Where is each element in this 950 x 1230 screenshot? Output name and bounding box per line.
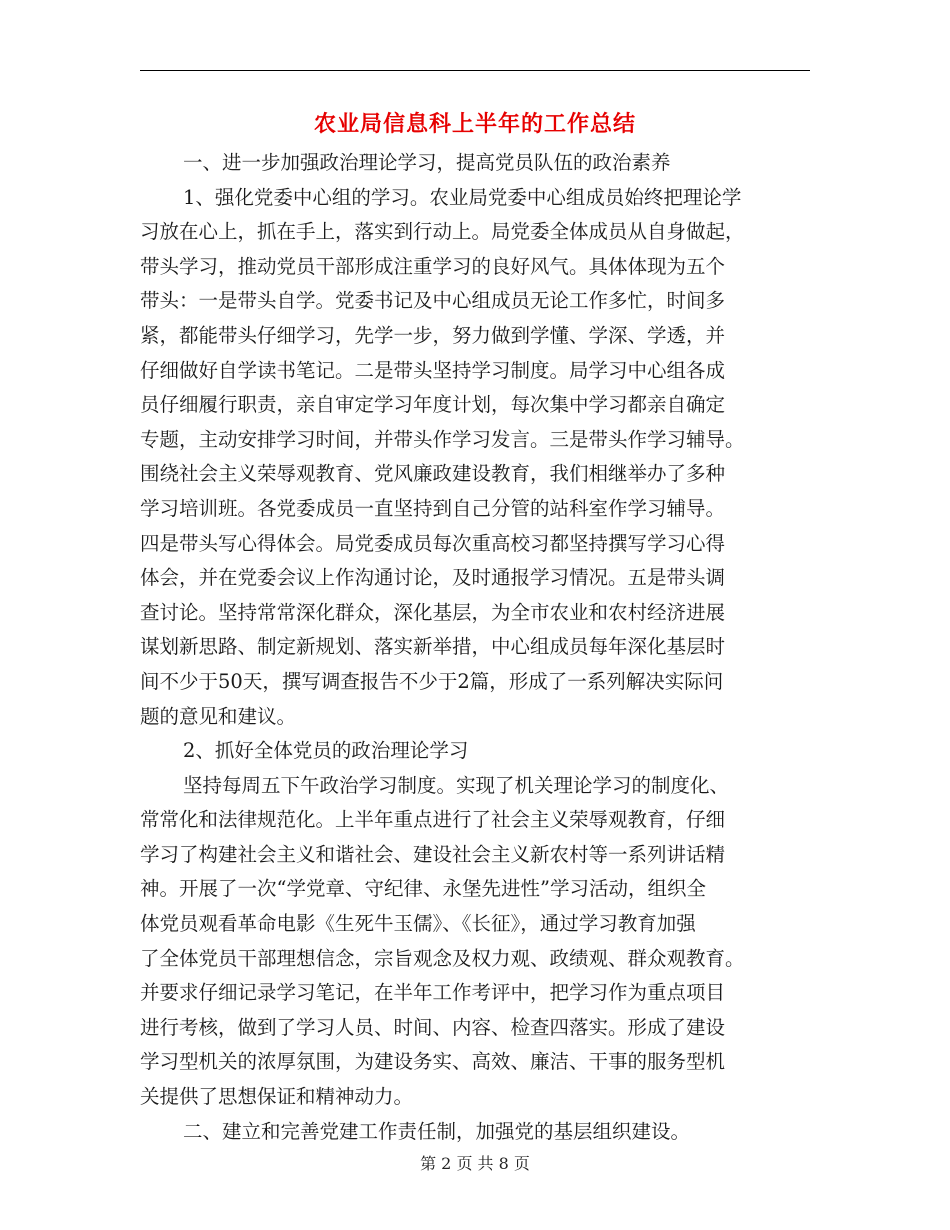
paragraph-line: 围绕社会主义荣辱观教育、党风廉政建设教育，我们相继举办了多种 <box>140 462 726 486</box>
header-rule <box>140 70 810 71</box>
paragraph-line: 体会，并在党委会议上作沟通讨论，及时通报学习情况。五是带头调 <box>140 566 726 590</box>
paragraph-line: 进行考核，做到了学习人员、时间、内容、检查四落实。形成了建设 <box>140 1015 726 1039</box>
paragraph-line: 专题，主动安排学习时间，并带头作学习发言。三是带头作学习辅导。 <box>140 427 745 451</box>
paragraph-line: 坚持每周五下午政治学习制度。实现了机关理论学习的制度化、 <box>183 773 730 797</box>
paragraph-line: 题的意见和建议。 <box>140 704 297 728</box>
paragraph-line: 习放在心上，抓在手上，落实到行动上。局党委全体成员从自身做起， <box>140 220 745 244</box>
paragraph-line: 间不少于50天，撰写调查报告不少于2篇，形成了一系列解决实际问 <box>140 669 724 693</box>
paragraph-line: 查讨论。坚持常常深化群众，深化基层，为全市农业和农村经济进展 <box>140 600 726 624</box>
paragraph-line: 神。开展了一次“学党章、守纪律、永堡先进性”学习活动，组织全 <box>140 877 706 901</box>
section-heading-1: 一、进一步加强政治理论学习，提高党员队伍的政治素养 <box>183 151 671 174</box>
paragraph-line: 了全体党员干部理想信念，宗旨观念及权力观、政绩观、群众观教育。 <box>140 946 745 970</box>
document-body <box>140 146 810 1149</box>
paragraph-line: 四是带头写心得体会。局党委成员每次重高校习都坚持撰写学习心得 <box>140 531 726 555</box>
paragraph-line: 谋划新思路、制定新规划、落实新举措，中心组成员每年深化基层时 <box>140 635 726 659</box>
paragraph-line: 体党员观看革命电影《生死牛玉儒》、《长征》，通过学习教育加强 <box>140 912 696 936</box>
paragraph-line: 常常化和法律规范化。上半年重点进行了社会主义荣辱观教育，仔细 <box>140 808 726 832</box>
paragraph-line: 学习型机关的浓厚氛围，为建设务实、高效、廉洁、干事的服务型机 <box>140 1050 726 1074</box>
paragraph-line: 关提供了思想保证和精神动力。 <box>140 1085 414 1109</box>
paragraph-line: 并要求仔细记录学习笔记，在半年工作考评中，把学习作为重点项目 <box>140 981 726 1005</box>
document-title: 农业局信息科上半年的工作总结 <box>313 111 636 137</box>
paragraph-line: 学习培训班。各党委成员一直坚持到自己分管的站科室作学习辅导。 <box>140 496 726 520</box>
paragraph-line: 学习了构建社会主义和谐社会、建设社会主义新农村等一系列讲话精 <box>140 842 726 866</box>
subsection-heading: 2、抓好全体党员的政治理论学习 <box>183 739 469 763</box>
paragraph-line: 1、强化党委中心组的学习。农业局党委中心组成员始终把理论学 <box>183 185 742 209</box>
section-heading-2: 二、建立和完善党建工作责任制，加强党的基层组织建设。 <box>183 1119 691 1143</box>
paragraph-line: 带头学习，推动党员干部形成注重学习的良好风气。具体体现为五个 <box>140 254 726 278</box>
paragraph-line: 仔细做好自学读书笔记。二是带头坚持学习制度。局学习中心组各成 <box>140 358 726 382</box>
page-number: 第 2 页 共 8 页 <box>420 1154 530 1173</box>
paragraph-line: 带头：一是带头自学。党委书记及中心组成员无论工作多忙，时间多 <box>140 289 726 313</box>
paragraph-line: 员仔细履行职责，亲自审定学习年度计划，每次集中学习都亲自确定 <box>140 393 726 417</box>
paragraph-line: 紧，都能带头仔细学习，先学一步，努力做到学懂、学深、学透，并 <box>140 323 726 347</box>
